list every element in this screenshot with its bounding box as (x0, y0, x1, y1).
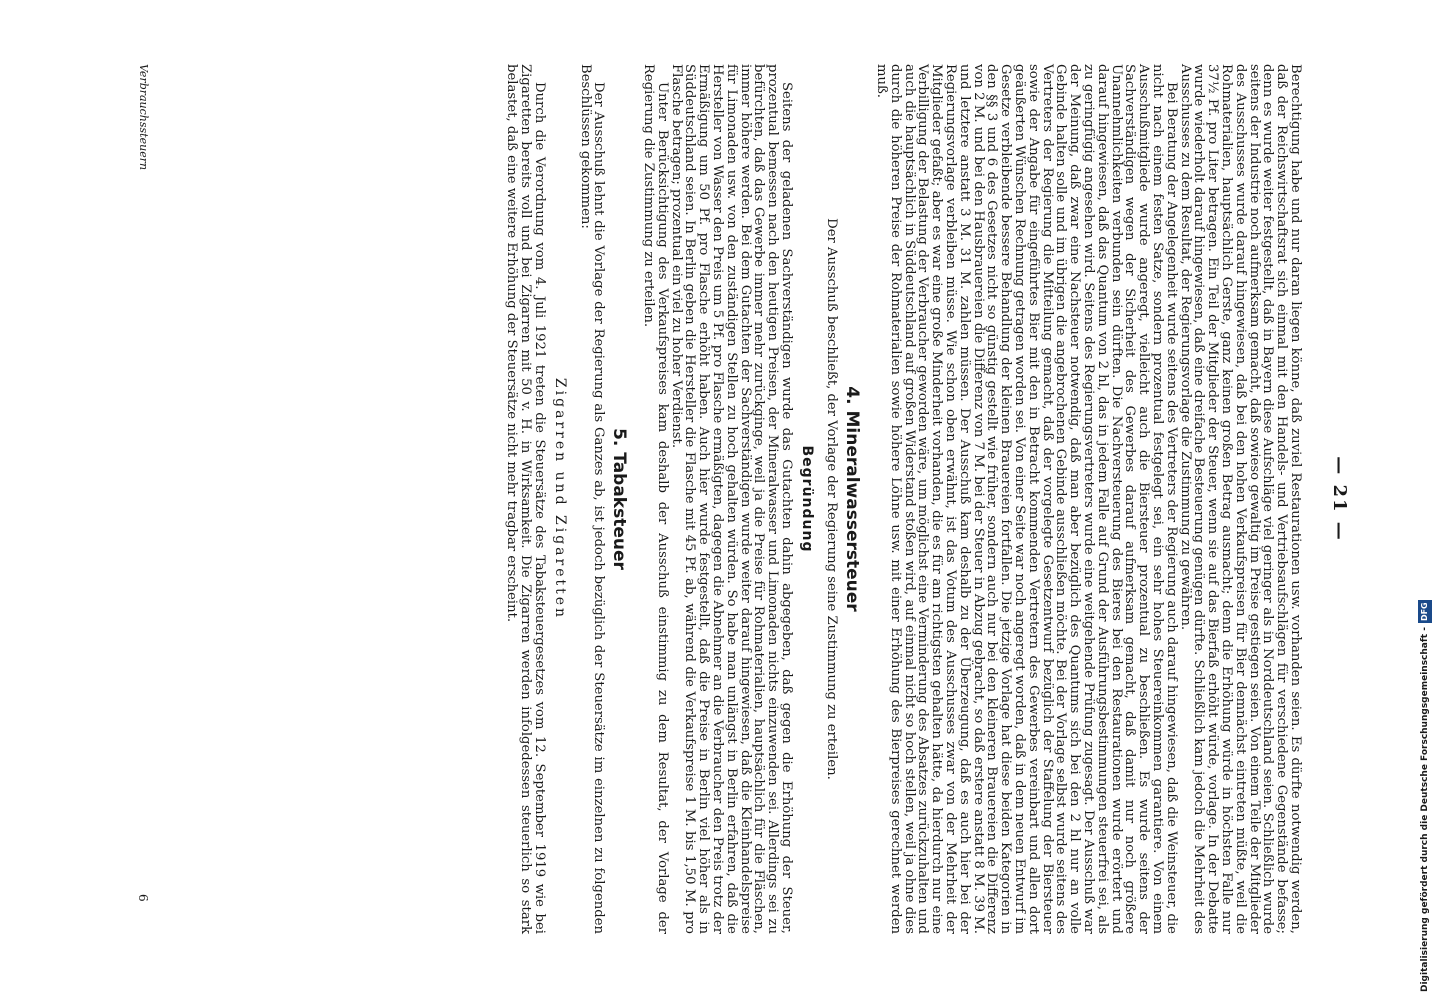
paragraph-tabak-decision: Der Ausschuß lehnt die Vorlage der Regierung als Ganzes ab, ist jedoch bezüglich der Steuersätze im einzelnen zu folgenden Beschlüssen gekommen: (577, 64, 607, 934)
section-heading-mineralwasser: 4. Mineralwassersteuer (842, 386, 863, 612)
dfg-badge: DFG (1418, 600, 1432, 623)
digitization-note (1418, 8, 1432, 992)
footer-sheet-number: 6 (136, 894, 150, 902)
digitization-credit: Digitalisierung gefördert durch die Deutsche Forschungsgemeinschaft - (1420, 627, 1430, 992)
rotated-document-page (100, 64, 1350, 934)
paragraph-mineralwasser-result: Unter Berücksichtigung des Verkaufspreises kam deshalb der Ausschuß einstimmig zu dem Resultat, der Vorlage der Regierung die Zustimmung zu erteilen. (640, 64, 670, 934)
paragraph-mineralwasser-reasoning: Seitens der geladenen Sachverständigen wurde das Gutachten dahin abgegeben, daß gegen die Erhöhung der Steuer, prozentual bemessen nach den heutigen Preisen, der Mineralwasser und Limonaden nichts einzuwenden sei. Allerdings sei zu befürchten, daß das Gewerbe immer mehr zurückginge, weil ja die Preise für Rohmaterialien, hauptsächlich für die Fläschen, immer höhere werden. Bei dem Gutachten der Sachverständigen wurde weiter darauf hingewiesen, daß die Kleinhandelspreise für Limonaden usw. von den zuständigen Stellen zu hoch gehalten würden. So habe man unlängst in Berlin erfahren, daß die Hersteller von Wasser den Preis um 5 Pf. pro Flasche ermäßigten, dagegen die Abnehmer an die Verbraucher den Preis trotz der Ermäßigung um 50 Pf. pro Flasche erhöht haben. Auch hier wurde festgestellt, daß die Preise in Berlin viel höher als in Süddeutschland seien. In Berlin geben die Hersteller die Flasche mit 45 Pf. ab, während die Verkaufspreise 1 M. bis 1,50 M. pro Flasche betragen; prozentual ein viel zu hoher Verdienst. (668, 64, 794, 934)
subheading-begruendung: Begründung (798, 445, 815, 553)
page-header: — 21 — (1329, 456, 1350, 542)
digitization-note-text (1418, 8, 1432, 992)
paragraph-mineralwasser-decision: Der Ausschuß beschließt, der Vorlage der Regierung seine Zustimmung zu erteilen. (824, 218, 840, 780)
footer-signature: Verbrauchssteuern (137, 64, 150, 171)
section-heading-tabak: 5. Tabaksteuer (609, 428, 630, 570)
paragraph-bier-2: Bei Beratung der Angelegenheit wurde seitens des Vertreters der Regierung auch darauf hingewiesen, daß die Weinsteuer, die nicht nach einem festen Satze, sondern prozentual festgelegt sei, ein sehr hohes Steuereinkommen garantiere. Von einem Ausschußmitgliede wurde angeregt, vielleicht auch die Biersteuer prozentual zu beschließen. Es wurde seitens der Sachverständigen wegen der Sicherheit des Gewerbes darauf aufmerksam gemacht, daß damit nur noch größere Unannehmlichkeiten verbunden sein dürften. Die Nachversteuerung des Bieres bei den Restaurationen wurde erörtert und darauf hingewiesen, daß das Quantum von 2 hl, das in jedem Falle auf Grund der Ausführungsbestimmungen steuerfrei sei, als zu geringfügig angesehen wird. Seitens des Regierungsvertreters wurde eine weitgehende Prüfung zugesagt. Der Ausschuß war der Meinung, daß zwar eine Nachsteuer notwendig, daß man aber bezüglich des Quantums sich bei den 2 hl nur an volle Gebinde halten solle und im übrigen die angebrochenen Gebinde ausschließen möchte. Bei der Vorlage selbst wurde seitens des Vertreters der Regierung die Mitteilung gemacht, daß der vorgelegte Gesetzentwurf bezüglich der Staffelung der Biersteuer sowie der Angabe für eingeführtes Bier mit den in Betracht kommenden Vertretern des Gewerbes vereinbart und allen dort geäußerten Wünschen Rechnung getragen worden sei. Von einer Seite war noch angeregt worden, daß in dem neuen Entwurf im Gesetze verbleibende bessere Behandlung der kleinen Brauereien fortfallen. Die jetzige Vorlage hat diese beiden Kategorien in den §§ 3 und 6 des Gesetzes nicht so günstig gestellt wie früher, sondern auch nur bei den kleineren Brauereien die Differenz von 2 M. und bei den Hausbrauereien die Differenz von 7 M. bei der Steuer in Abzug gebracht, so daß erstere anstatt 8 M. 39 M. und letztere anstatt 3 M. 31 M. zahlen müssen. Der Ausschuß kam deshalb zu der Überzeugung, daß es auch hier bei der Regierungsvorlage verbleiben müsse. Wie schon oben erwähnt, ist das Votum des Ausschusses zwar von der Mehrheit der Mitglieder gefaßt; aber es war eine große Minderheit vorhanden, die es für am richtigsten gehalten hätte, da hierdurch nur eine Verbilligung der Belastung der Verbraucher geworden wäre, um möglichst eine Verminderung des Absatzes zurückzuhalten und auch die hauptsächlich in Süddeutschland auf großen Widerstand stoßen wird, auf einmal nicht so hoch stellen, weil ja ohne dies durch die höheren Preise der Rohmaterialien sowie höhere Löhne usw. mit einer Erhöhung des Bierpreises gerechnet werden muß. (874, 64, 1179, 934)
subheading-zigarren: Zigarren und Zigaretten (551, 377, 568, 621)
paragraph-bier-1: Berechtigung habe und nur daran liegen könne, daß zuviel Restaurationen usw. vorhanden seien. Es dürfte notwendig werden, daß der Reichswirtschaftsrat sich einmal mit den Handels- und Vertriebsaufschlägen für verschiedene Gegenstände befasse; denn es wurde weiter festgestellt, daß in Bayern diese Aufschläge viel geringer als in Norddeutschland seien. Schließlich wurde seitens der Industrie noch aufmerksam gemacht, daß sowieso gewaltig im Preise gestiegen seien. Von einem Teile der Mitglieder des Ausschusses wurde darauf hingewiesen, daß bei den hohen Verkaufspreisen für Bier demnächst eintreten müßte, weil die Rohmaterialien, hauptsächlich Gerste, ganz keinen großen Betrag ausmacht; denn die Erhöhung würde in höchsten Falle nur 37½ Pf. pro Liter betragen. Ein Teil der Mitglieder der Steuer, wenn sie auf das Bierfaß erhöht würde, vorlage. In der Debatte wurde wiederholt darauf hingewiesen, daß eine dreifache Besteuerung genügen dürfte. Schließlich kam jedoch die Mehrheit des Ausschusses zu dem Resultat, der Regierungsvorlage die Zustimmung zu gewähren. (1177, 64, 1303, 934)
paragraph-tabak-verordnung: Durch die Verordnung vom 4. Juli 1921 treten die Steuersätze des Tabaksteuergesetzes vom 12. September 1919 wie bei Zigaretten bereits voll und bei Zigarren mit 50 v. H. in Wirksamkeit. Die Zigarren werden infolgedessen steuerlich so stark belastet, daß eine weitere Erhöhung der Steuersätze nicht mehr tragbar erscheint. (504, 64, 547, 934)
text-column (505, 64, 1302, 934)
